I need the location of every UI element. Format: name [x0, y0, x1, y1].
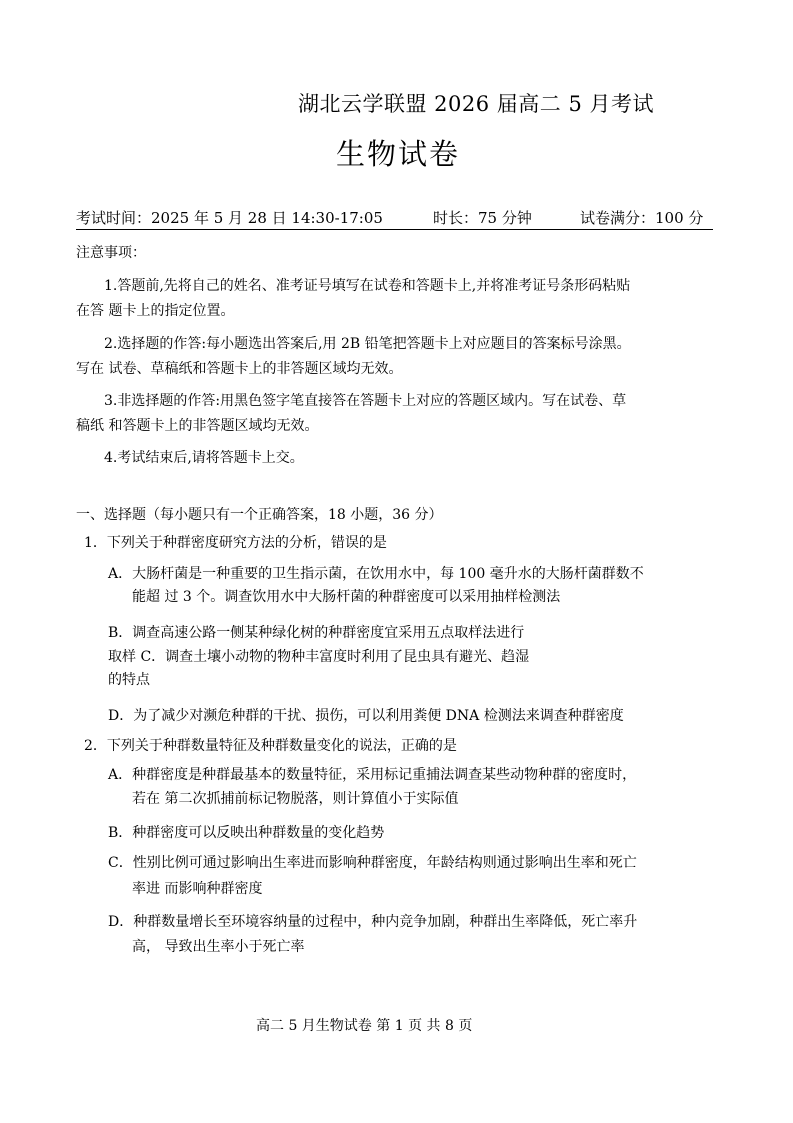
- q2-option-c: C．性别比例可通过影响出生率进而影响种群密度，年龄结构则通过影响出生率和死亡: [108, 855, 637, 871]
- question-1-stem: 1．下列关于种群密度研究方法的分析，错误的是: [84, 535, 387, 551]
- q2-option-b: B．种群密度可以反映出种群数量的变化趋势: [108, 825, 385, 841]
- section-heading: 一、选择题（每小题只有一个正确答案，18 小题，36 分）: [76, 507, 443, 523]
- exam-info-row: [76, 205, 713, 230]
- exam-full-score: 试卷满分：100 分: [580, 209, 704, 227]
- q2-option-d: D．种群数量增长至环境容纳量的过程中，种内竞争加剧，种群出生率降低，死亡率升: [108, 914, 638, 930]
- q1-option-c-cont: 的特点: [108, 672, 150, 688]
- page-footer: 高二 5 月生物试卷 第 1 页 共 8 页: [256, 1018, 473, 1034]
- q1-option-b: B．调查高速公路一侧某种绿化树的种群密度宜采用五点取样法进行: [108, 625, 525, 641]
- note-line: 4.考试结束后,请将答题卡上交。: [104, 450, 304, 466]
- q2-option-d-cont: 高， 导致出生率小于死亡率: [132, 939, 305, 955]
- q1-option-a: A．大肠杆菌是一种重要的卫生指示菌，在饮用水中，每 100 毫升水的大肠杆菌群数不: [108, 566, 644, 582]
- q2-option-c-cont: 率进 而影响种群密度: [132, 881, 263, 897]
- note-line: 写在 试卷、草稿纸和答题卡上的非答题区域均无效。: [76, 361, 403, 377]
- exam-title: 湖北云学联盟 2026 届高二 5 月考试: [298, 92, 655, 116]
- exam-time: 考试时间：2025 年 5 月 28 日 14:30-17:05: [76, 209, 383, 227]
- note-line: 稿纸 和答题卡上的非答题区域均无效。: [76, 418, 319, 434]
- note-line: 2.选择题的作答:每小题选出答案后,用 2B 铅笔把答题卡上对应题目的答案标号涂黑。: [104, 336, 631, 352]
- q2-option-a: A．种群密度是种群最基本的数量特征，采用标记重捕法调查某些动物种群的密度时，: [108, 767, 637, 783]
- subject-title: 生物试卷: [336, 137, 461, 171]
- q1-option-a-cont: 能超 过 3 个。调查饮用水中大肠杆菌的种群密度可以采用抽样检测法: [132, 589, 561, 605]
- notes-heading: 注意事项：: [76, 245, 146, 261]
- q2-option-a-cont: 若在 第二次抓捕前标记物脱落，则计算值小于实际值: [132, 791, 459, 807]
- exam-duration: 时长：75 分钟: [433, 209, 532, 227]
- note-line: 3.非选择题的作答:用黑色签字笔直接答在答题卡上对应的答题区域内。写在试卷、草: [104, 393, 627, 409]
- question-2-stem: 2．下列关于种群数量特征及种群数量变化的说法，正确的是: [84, 738, 457, 754]
- note-line: 在答 题卡上的指定位置。: [76, 303, 235, 319]
- q1-option-d: D．为了减少对濒危种群的干扰、损伤，可以利用粪便 DNA 检测法来调查种群密度: [108, 708, 624, 724]
- note-line: 1.答题前,先将自己的姓名、准考证号填写在试卷和答题卡上,并将准考证号条形码粘贴: [104, 278, 631, 294]
- q1-option-b-cont: 取样 C．调查土壤小动物的物种丰富度时利用了昆虫具有避光、趋湿: [108, 649, 530, 665]
